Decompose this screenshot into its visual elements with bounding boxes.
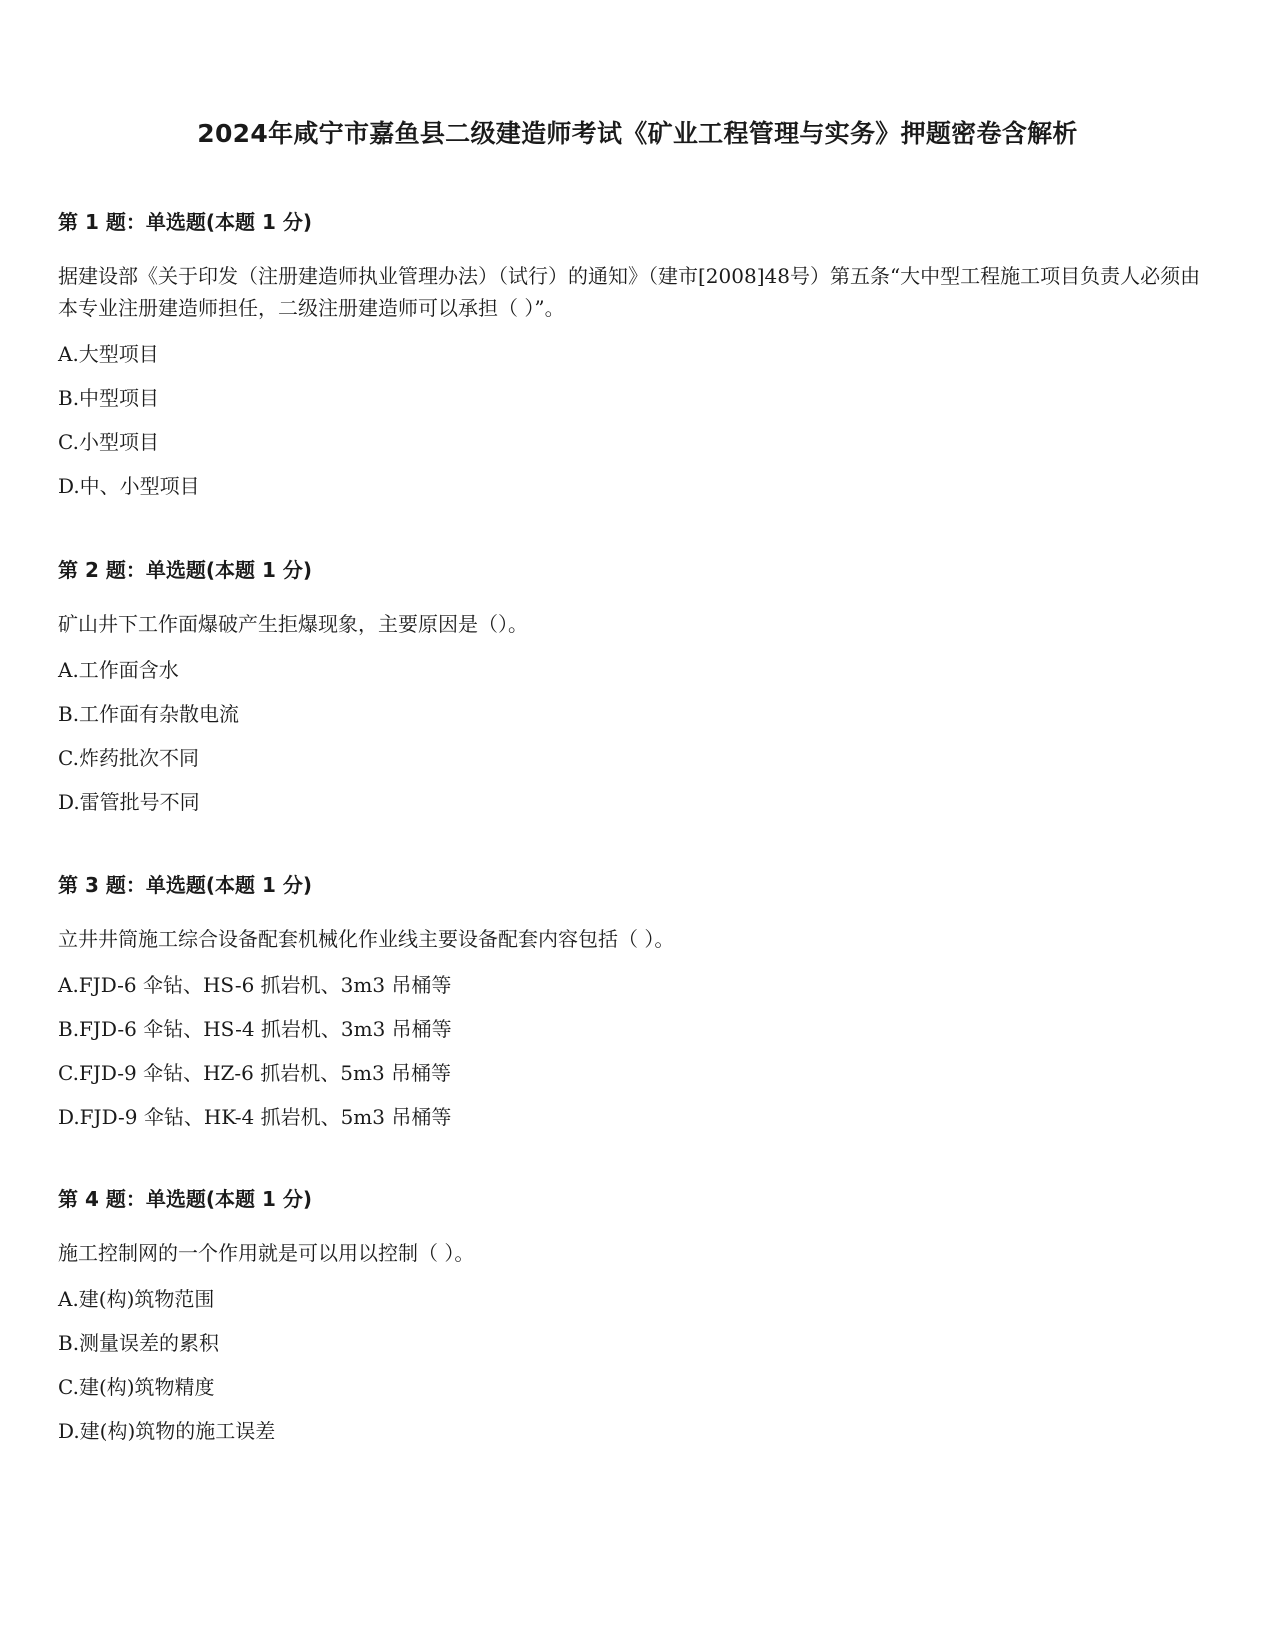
question-1 xyxy=(58,208,1218,500)
question-heading: 第 3 题：单选题(本题 1 分) xyxy=(58,873,312,897)
option-a: A.FJD-6 伞钻、HS-6 抓岩机、3m3 吊桶等 xyxy=(58,973,452,997)
option-a: A.大型项目 xyxy=(58,342,159,366)
option-d: D.FJD-9 伞钻、HK-4 抓岩机、5m3 吊桶等 xyxy=(58,1105,452,1129)
option-a: A.工作面含水 xyxy=(58,658,179,682)
option-d: D.建(构)筑物的施工误差 xyxy=(58,1419,276,1443)
option-a: A.建(构)筑物范围 xyxy=(58,1287,215,1311)
option-d: D.雷管批号不同 xyxy=(58,790,200,814)
question-3 xyxy=(58,871,1218,1131)
option-c: C.建(构)筑物精度 xyxy=(58,1375,215,1399)
question-stem: 矿山井下工作面爆破产生拒爆现象，主要原因是（）。 xyxy=(58,612,528,636)
question-heading: 第 4 题：单选题(本题 1 分) xyxy=(58,1187,312,1211)
option-b: B.FJD-6 伞钻、HS-4 抓岩机、3m3 吊桶等 xyxy=(58,1017,452,1041)
question-stem: 立井井筒施工综合设备配套机械化作业线主要设备配套内容包括（ ）。 xyxy=(58,927,675,951)
option-b: B.测量误差的累积 xyxy=(58,1331,220,1355)
question-2 xyxy=(58,556,1218,816)
question-heading: 第 1 题：单选题(本题 1 分) xyxy=(58,210,312,234)
option-b: B.工作面有杂散电流 xyxy=(58,702,240,726)
question-stem: 施工控制网的一个作用就是可以用以控制（ ）。 xyxy=(58,1241,475,1265)
question-4 xyxy=(58,1185,1218,1445)
option-c: C.炸药批次不同 xyxy=(58,746,199,770)
option-c: C.小型项目 xyxy=(58,430,159,454)
question-heading: 第 2 题：单选题(本题 1 分) xyxy=(58,558,312,582)
option-b: B.中型项目 xyxy=(58,386,160,410)
option-c: C.FJD-9 伞钻、HZ-6 抓岩机、5m3 吊桶等 xyxy=(58,1061,452,1085)
question-stem: 据建设部《关于印发（注册建造师执业管理办法）（试行）的通知》（建市[2008]48号）第五条“大中型工程施工项目负责人必须由本专业注册建造师担任，二级注册建造师可以承担（ ）”。 xyxy=(58,264,1201,320)
page-title: 2024年咸宁市嘉鱼县二级建造师考试《矿业工程管理与实务》押题密卷含解析 xyxy=(197,119,1078,148)
option-d: D.中、小型项目 xyxy=(58,474,200,498)
